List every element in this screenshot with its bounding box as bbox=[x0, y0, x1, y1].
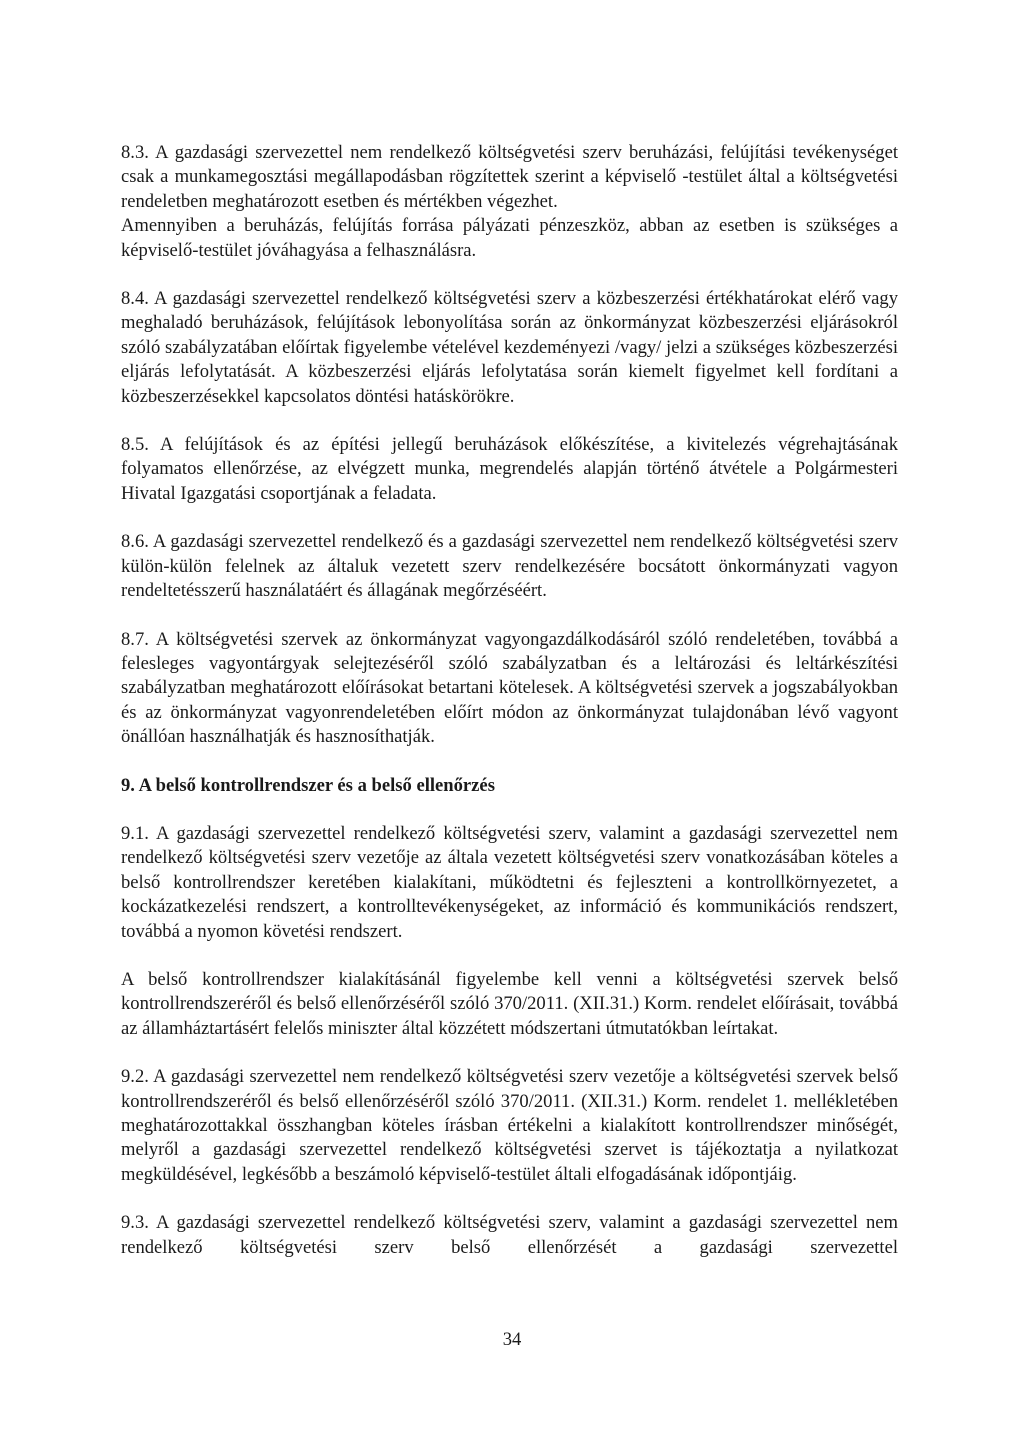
section-heading-9: 9. A belső kontrollrendszer és a belső ellenőrzés bbox=[121, 774, 495, 796]
document-page bbox=[121, 141, 898, 1284]
paragraph-9-2: 9.2. A gazdasági szervezettel nem rendelkező költségvetési szerv vezetője a költségvetési szervek belső kontrollrendszeréről és belső ellenőrzéséről szóló 370/2011. (XII.31.) Korm. rendelet 1. mellékletében meghatározottakkal összhangban köteles írásban értékelni a kialakított kontrollrendszer minőségét, melyről a gazdasági szervezettel rendelkező költségvetési szervet is tájékoztatja a nyilatkozat megküldésével, legkésőbb a beszámoló képviselő-testület általi elfogadásának időpontjáig. bbox=[121, 1066, 898, 1185]
paragraph-8-3: 8.3. A gazdasági szervezettel nem rendelkező költségvetési szerv beruházási, felújítási tevékenységet csak a munkamegosztási megállapodásban rögzítettek szerint a képviselő -testület által a költségvetési rendeletben meghatározott esetben és mértékben végezhet. bbox=[121, 142, 898, 212]
paragraph-8-4: 8.4. A gazdasági szervezettel rendelkező költségvetési szerv a közbeszerzési értékhatárokat elérő vagy meghaladó beruházások, felújítások lebonyolítása során az önkormányzat közbeszerzési eljárásokról szóló szabályzatában előírtak figyelembe vételével kezdeményezi /vagy/ jelzi a szükséges közbeszerzési eljárás lefolytatását. A közbeszerzési eljárás lefolytatása során kiemelt figyelmet kell fordítani a közbeszerzésekkel kapcsolatos döntési hatáskörökre. bbox=[121, 288, 898, 407]
paragraph-9-3: 9.3. A gazdasági szervezettel rendelkező költségvetési szerv, valamint a gazdasági szervezettel nem rendelkező költségvetési szerv belső ellenőrzését a gazdasági szervezettel bbox=[121, 1212, 898, 1258]
paragraph-8-7: 8.7. A költségvetési szervek az önkormányzat vagyongazdálkodásáról szóló rendeletében, továbbá a felesleges vagyontárgyak selejtezéséről szóló szabályzatban és a leltározási és leltárkészítési szabályzatban meghatározott előírásokat betartani kötelesek. A költségvetési szervek a jogszabályokban és az önkormányzat vagyonrendeletében előírt módon az önkormányzat tulajdonában lévő vagyont önállóan használhatják és hasznosíthatják. bbox=[121, 628, 898, 748]
paragraph-9-1: 9.1. A gazdasági szervezettel rendelkező költségvetési szerv, valamint a gazdasági szervezettel nem rendelkező költségvetési szerv vezetője az általa vezetett költségvetési szerv vonatkozásában köteles a belső kontrollrendszer keretében kialakítani, működtetni és fejleszteni a kontrollkörnyezetet, a kockázatkezelési rendszert, a kontrolltevékenységeket, az információ és kommunikációs rendszert, továbbá a nyomon követési rendszert. bbox=[121, 822, 898, 942]
paragraph-8-5: 8.5. A felújítások és az építési jellegű beruházások előkészítése, a kivitelezés végrehajtásának folyamatos ellenőrzése, az elvégzett munka, megrendelés alapján történő átvétele a Polgármesteri Hivatal Igazgatási csoportjának a feladata. bbox=[121, 434, 898, 504]
paragraph-8-6: 8.6. A gazdasági szervezettel rendelkező és a gazdasági szervezettel nem rendelkező költségvetési szerv külön-külön felelnek az általuk vezetett szerv rendelkezésére bocsátott önkormányzati vagyon rendeltetésszerű használatáért és állagának megőrzéséért. bbox=[121, 531, 898, 602]
page-number: 34 bbox=[502, 1329, 522, 1350]
paragraph-9-1-continued: A belső kontrollrendszer kialakításánál figyelembe kell venni a költségvetési szervek belső kontrollrendszeréről és belső ellenőrzéséről szóló 370/2011. (XII.31.) Korm. rendelet előírásait, továbbá az államháztartásért felelős miniszter által közzétett módszertani útmutatókban leírtakat. bbox=[121, 968, 898, 1039]
paragraph-8-3-continued: Amennyiben a beruházás, felújítás forrása pályázati pénzeszköz, abban az esetben is szükséges a képviselő-testület jóváhagyása a felhasználásra. bbox=[121, 215, 898, 261]
